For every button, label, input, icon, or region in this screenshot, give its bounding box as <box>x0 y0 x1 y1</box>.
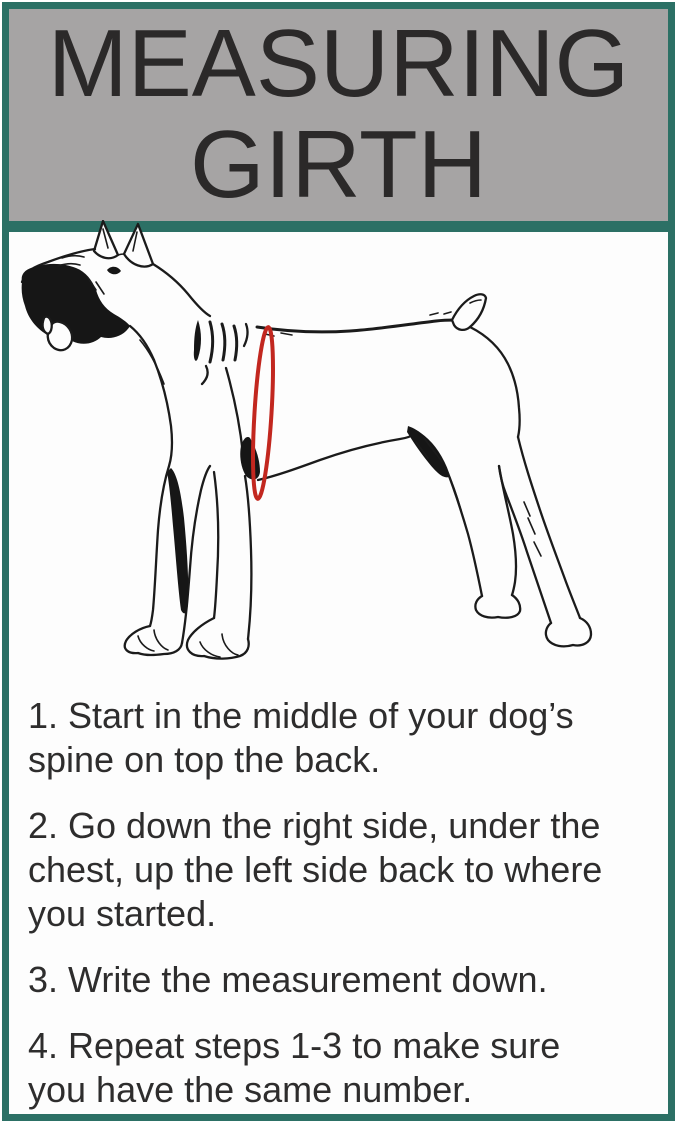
step-1-line-1: 1. Start in the middle of your dog’s <box>28 695 574 736</box>
teal-frame <box>2 2 675 1121</box>
step-2 <box>28 804 656 936</box>
step-1-line-2: spine on top the back. <box>28 739 381 780</box>
page-title-line-1: MEASURING <box>47 10 630 118</box>
step-3 <box>28 958 656 1002</box>
step-2-line-1: 2. Go down the right side, under the <box>28 805 601 846</box>
step-4-line-2: you have the same number. <box>28 1069 473 1110</box>
rear-legs-icon <box>407 426 591 646</box>
content-area <box>9 232 668 1121</box>
front-legs-icon <box>125 360 260 659</box>
step-2-line-3: you started. <box>28 893 217 934</box>
step-1 <box>28 694 656 782</box>
dog-ears-icon <box>94 221 153 267</box>
belly-line-icon <box>258 433 416 480</box>
back-and-tail-icon <box>257 294 520 437</box>
dog-girth-illustration-icon <box>9 220 674 694</box>
page-title-line-2: GIRTH <box>190 111 487 218</box>
step-2-line-2: chest, up the left side back to where <box>28 849 603 890</box>
header-banner <box>9 9 668 221</box>
neck-shading-icon <box>194 320 292 454</box>
instructions-list <box>9 694 668 1112</box>
dog-head-icon <box>22 249 210 384</box>
step-3-line-1: 3. Write the measurement down. <box>28 959 548 1000</box>
girth-measure-loop <box>249 327 276 500</box>
step-4 <box>28 1024 656 1112</box>
step-4-line-1: 4. Repeat steps 1-3 to make sure <box>28 1025 561 1066</box>
